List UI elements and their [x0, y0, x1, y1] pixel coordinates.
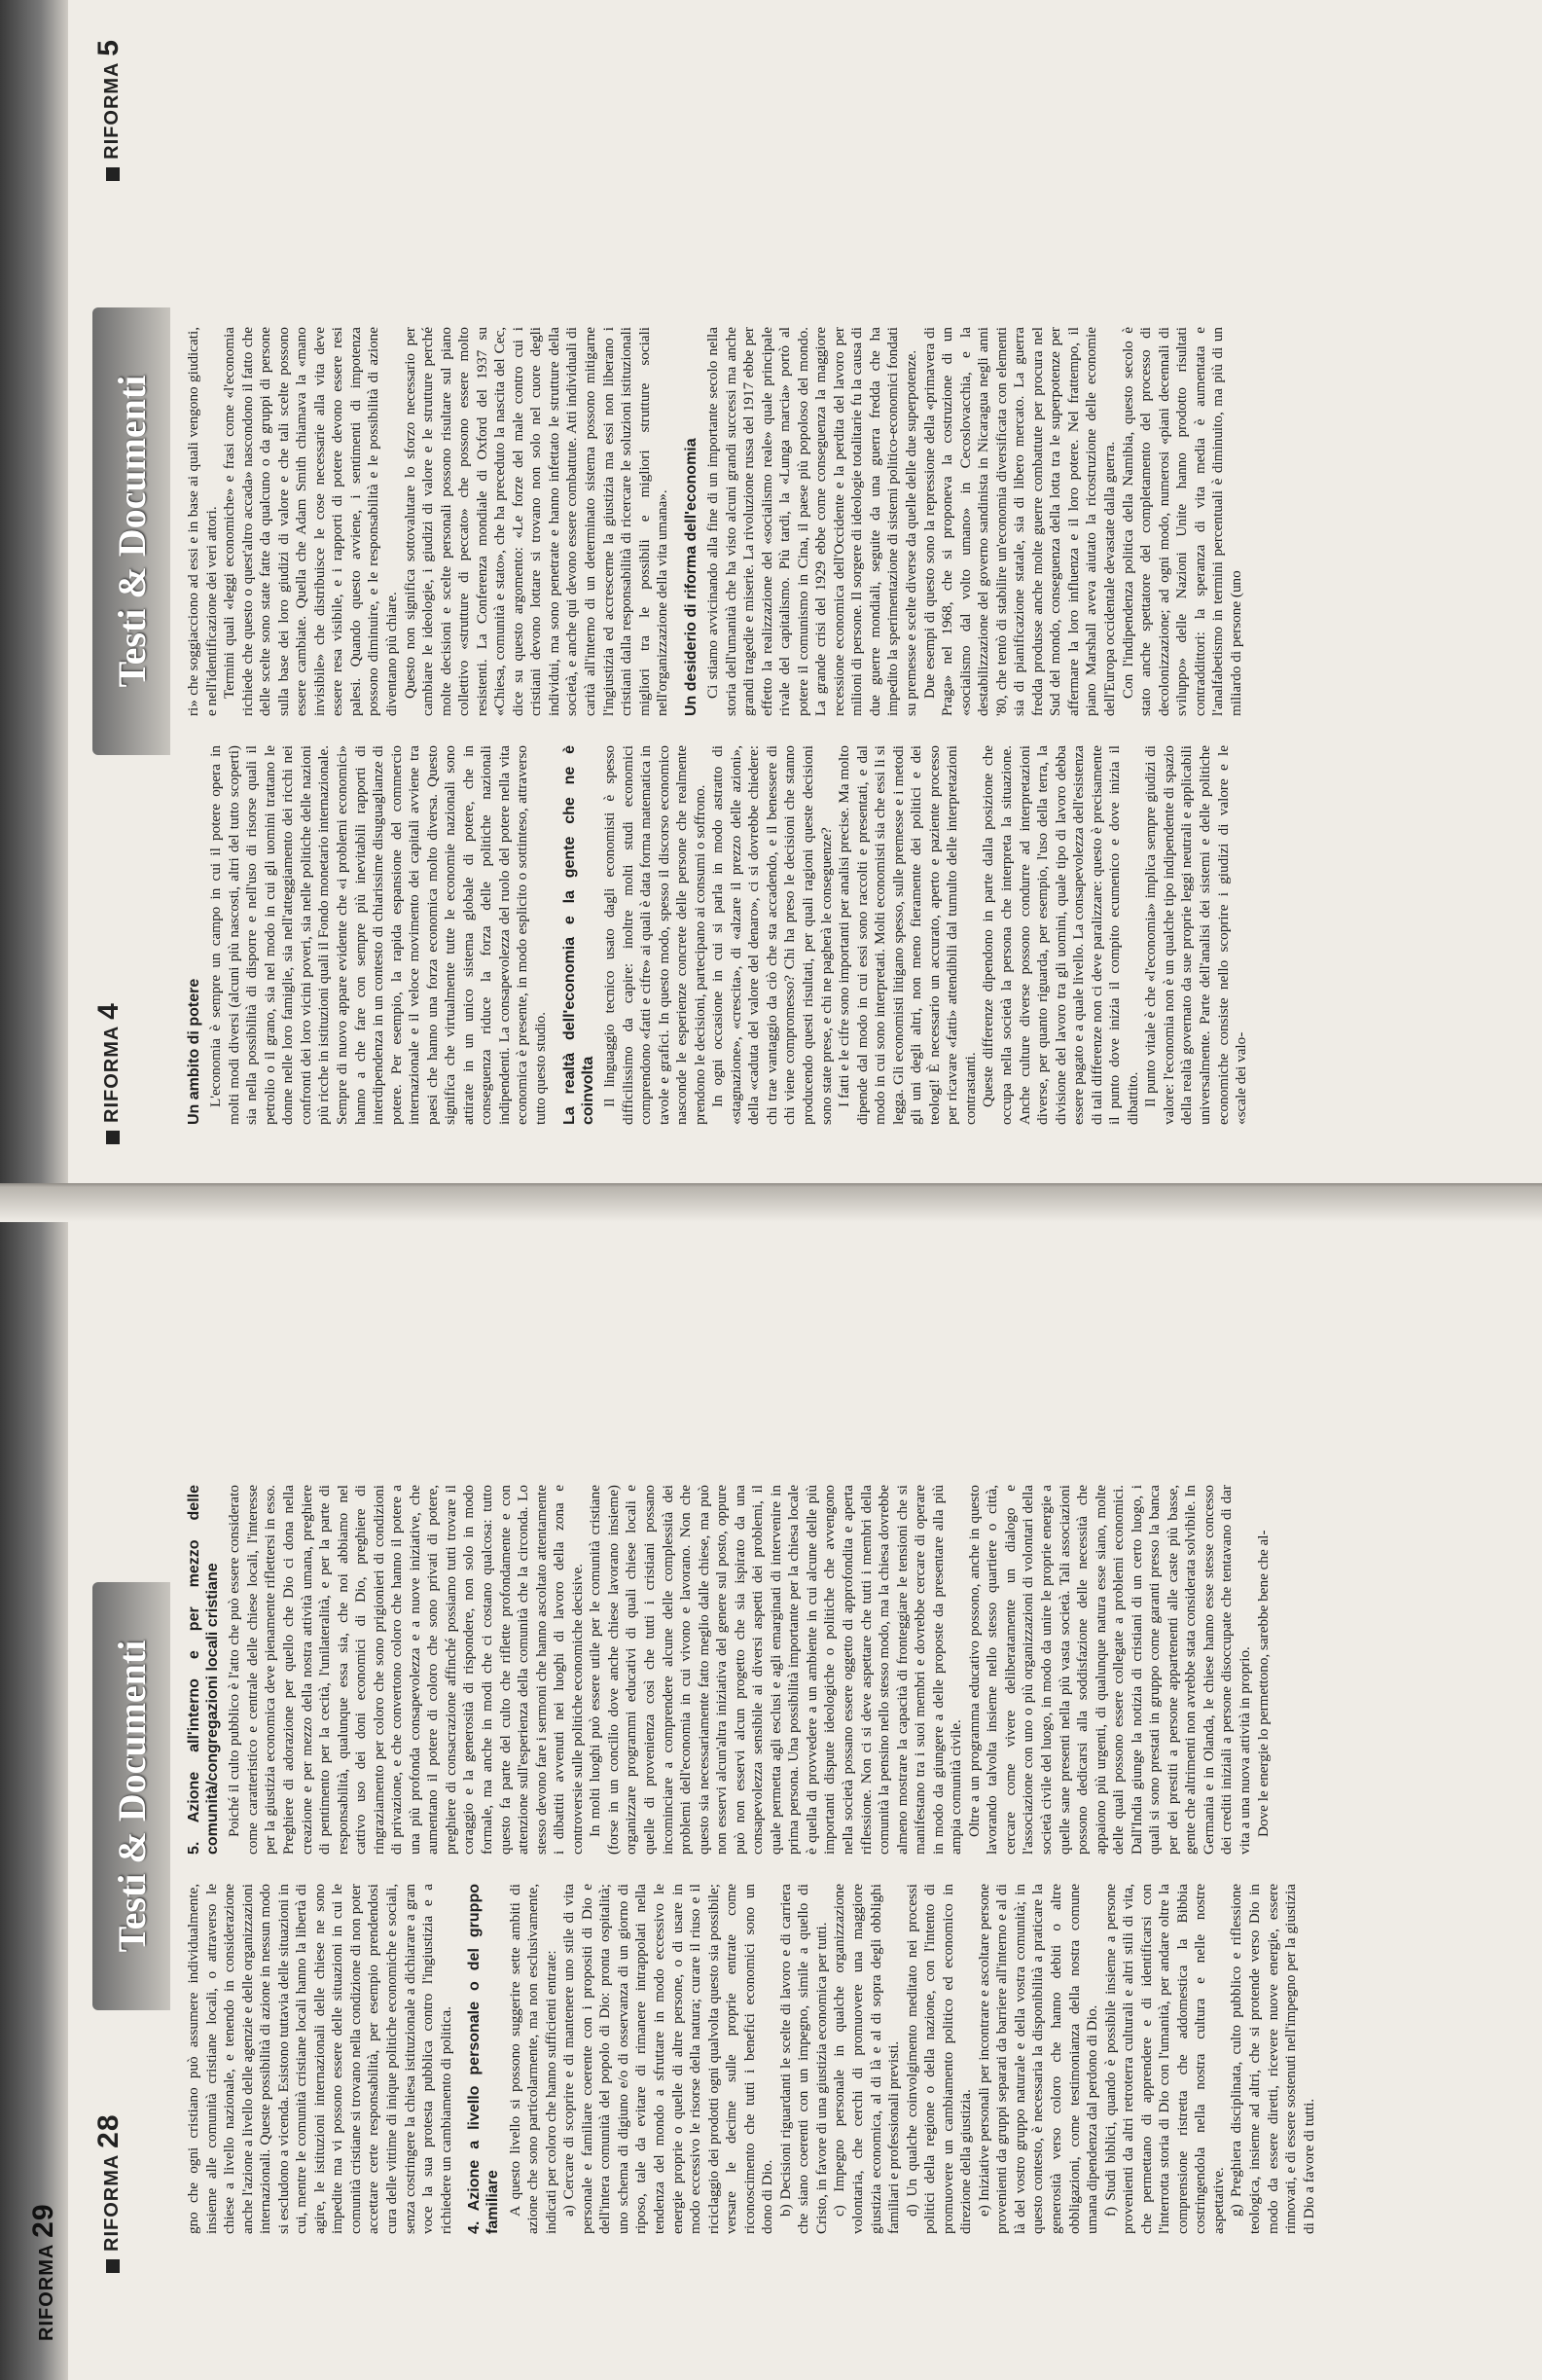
subheading: 4. Azione a livello personale o del gruppo familiare: [466, 1884, 502, 2234]
left-folio: [92, 2113, 126, 2273]
right-folio-number: 5: [92, 39, 125, 56]
paragraph: Poiché il culto pubblico è l'atto che può essere considerato come caratteristico e centrale delle chiese locali, l'interesse per la giustizia economica deve pienamente riflettersi in esso. Preghiere di adorazione per quello che Dio ci dona nella creazione e per mezzo della nostra attività umana, preghiere di pentimento per la cecità, l'unilateralità, e per la parte di responsabilità, qualunque essa sia, che noi abbiamo nel cattivo uso dei doni economici di Dio, preghiere di ringraziamento per coloro che sono prigionieri di condizioni di privazione, e che convertono coloro che hanno il potere a una più profonda consapevolezza e a nuove iniziative, che aumentano il potere di coloro che sono privati di potere, preghiere di consacrazione affinché possiamo tutti trovare il coraggio e la generosità di rispondere, non solo in modo formale, ma anche in modi che ci costano qualcosa: tutto questo fa parte del culto che riflette profondamente e con attenzione sull'esperienza della comunità che la circonda. Lo stesso devono fare i sermoni che hanno ascoltato attentamente i dibattiti avvenuti nei luoghi di lavoro della zona e controversie sulle politiche economiche decisive.: [226, 1485, 586, 1855]
left-page: [0, 1183, 1542, 2380]
paragraph: A questo livello si possono suggerire sette ambiti di azione che sono particolarmente, ma non esclusivamente, indicati per coloro che hanno sufficienti entrate:: [506, 1884, 559, 2234]
paragraph: c) Impegno personale in qualche organizzazione volontaria, che cerchi di promuovere una maggiore giustizia economica, al di là e al di sopra degli obblighi familiari e professionali previsti.: [831, 1884, 903, 2234]
left-column-2: [185, 1485, 1273, 1855]
paragraph: Questo non significa sottovalutare lo sforzo necessario per cambiare le ideologie, i giudizi di valore e le strutture perché molte decisioni e scelte personali possono risultare sul piano collettivo «strutture di peccato» che possono essere molto resistenti. La Conferenza mondiale di Oxford del 1937 su «Chiesa, comunità e stato», che ha preceduto la nascita del Cec, dice su questo argomento: «Le forze del male contro cui i cristiani devono lottare si trovano non solo nel cuore degli individui, ma sono penetrate e hanno infettato le strutture della società, e anche qui devono essere combattute. Atti individuali di carità all'interno di un determinato sistema possono mitigarne l'ingiustizia ed accrescerne la giustizia ma essi non liberano i cristiani dalla responsabilità di ricercare le soluzioni istituzionali migliori tra le possibili e migliori strutture sociali nell'organizzazione della vita umana».: [401, 327, 671, 716]
left-section-header: [92, 1582, 170, 2010]
paragraph: f) Studi biblici, quando è possibile insieme a persone provenienti da altri retroterra culturali e altri stili di vita, che permettano di apprendere e di identificarsi con l'interrotta storia di Dio con l'umanità, per andare oltre la comprensione ristretta che addomestica la Bibbia costringendola nella nostra cultura e nelle nostre aspettative.: [1101, 1884, 1227, 2234]
paragraph: b) Decisioni riguardanti le scelte di lavoro e di carriera che siano coerenti con un impegno, simile a quello di Cristo, in favore di una giustizia economica per tutti.: [776, 1884, 830, 2234]
left-column-1: [185, 1884, 1318, 2234]
subheading: La realtà dell'economia e la gente che ne è coinvolta: [560, 745, 596, 1125]
paragraph: gno che ogni cristiano può assumere individualmente, insieme alle comunità cristiane locali, o attraverso le chiese a livello nazionale, e tenendo in considerazione anche l'azione a livello delle agenzie e delle organizzazioni internazionali. Queste possibilità di azione in nessun modo si escludono a vicenda. Esistono tuttavia delle situazioni in cui, mentre le comunità cristiane locali hanno la libertà di agire, le istituzioni internazionali delle chiese ne sono impedite ma vi possono essere delle situazioni in cui le comunità cristiane si trovano nella condizione di non poter accettare certe responsabilità, per esempio prendendosi cura delle vittime di inique politiche economiche e sociali, senza costringere la chiesa istituzionale a dichiarare a gran voce la sua protesta pubblica contro l'ingiustizia e a richiedere un cambiamento di politica.: [185, 1884, 454, 2234]
paragraph: d) Un qualche coinvolgimento meditato nei processi politici della regione o della nazione, con l'intento di promuovere un cambiamento politico ed economico in direzione della giustizia.: [903, 1884, 975, 2234]
right-outer-folio-number: 4: [92, 1002, 125, 1020]
right-folio-label: RIFORMA: [101, 62, 123, 160]
paragraph: Il punto vitale è che «l'economia» implica sempre giudizi di valore: l'economia non è un qualche tipo indipendente di spazio della realtà governato da sue proprie leggi neutrali e applicabili universalmente. Parte dell'analisi dei sistemi e delle politiche economiche consiste nello scoprire i giudizi di valore e le «scale dei valo-: [1142, 745, 1250, 1125]
section-title: Testi & Documenti: [109, 1640, 154, 1953]
folio-square-icon: [106, 167, 120, 181]
left-outer-folio: [27, 2203, 60, 2341]
subheading: Un ambito di potere: [186, 978, 202, 1125]
paragraph: g) Preghiera disciplinata, culto pubblico e riflessione teologica, insieme ad altri, che si protende verso Dio in modo da essere diretti, ricevere nuove energie, essere rinnovati, e di essere sostenuti nell'impegno per la giustizia di Dio a favore di tutti.: [1228, 1884, 1317, 2234]
section-title: Testi & Documenti: [109, 375, 154, 688]
paragraph: ri» che soggiacciono ad essi e in base ai quali vengono giudicati, e nell'identificazione dei veri attori.: [185, 327, 220, 716]
paragraph: I fatti e le cifre sono importanti per analisi precise. Ma molto dipende dal modo in cui essi sono raccolti e presentati, e dal modo in cui sono interpretati. Molti economisti sia che essi li si legga. Gli economisti litigano spesso, sulle premesse e i metodi gli uni degli altri, non meno fieramente dei politici e dei teologi! È necessario un accurato, aperto e paziente processo per ricavare «fatti» attendibili dal tumulto delle interpretazioni contrastanti.: [836, 745, 979, 1125]
left-folio-number: 28: [92, 2113, 125, 2148]
paragraph: Termini quali «leggi economiche» e frasi come «l'economia richiede che questo o quest'altro accada» nascondono il fatto che delle scelte sono state fatte da qualcuno o da gruppi di persone sulla base dei loro giudizi di valore e che tali scelte possono essere cambiate. Quella che Adam Smith chiamava la «mano invisibile» che distribuisce le cose necessarie alla vita deve essere resa visibile, e i rapporti di potere devono essere resi palesi. Quando questo avviene, i sentimenti di impotenza possono diminuire, e le responsabilità e le possibilità di azione diventano più chiare.: [221, 327, 401, 716]
right-page: [0, 0, 1542, 1183]
right-top-bar: [0, 0, 68, 1183]
subheading: 5. Azione all'interno e per mezzo delle comunità/congregazioni locali cristiane: [186, 1485, 222, 1855]
right-folio-left: [92, 1002, 126, 1144]
paragraph: Con l'indipendenza politica della Namibia, questo secolo è stato anche spettatore del completamento del processo di decolonizzazione; ad ogni modo, numerosi «piani decennali di sviluppo» delle Nazioni Unite hanno prodotto risultati contraddittori: la speranza di vita media è aumentata e l'analfabetismo in termini percentuali è diminuito, ma più di un miliardo di persone (uno: [1119, 327, 1244, 716]
left-outer-folio-number: 29: [27, 2203, 59, 2238]
paragraph: Queste differenze dipendono in parte dalla posizione che occupa nella società la persona che interpreta la situazione. Anche culture diverse possono condurre ad interpretazioni diverse, per quanto riguarda, per esempio, l'uso della terra, la divisione del lavoro tra gli uomini, quale tipo di lavoro debba essere pagato e a quale livello. La consapevolezza dell'esistenza di tali differenze non ci deve paralizzare: questo è precisamente il punto dove inizia il compito ecumenico e dove inizia il dibattito.: [980, 745, 1141, 1125]
paragraph: In ogni occasione in cui si parla in modo astratto di «stagnazione», «crescita», di «alzare il prezzo delle azioni», della «caduta del valore del denaro», ci si dovrebbe chiedere: chi trae vantaggio da ciò che sta accadendo, e il benessere di chi viene compromesso? Chi ha preso le decisioni che stanno producendo questi risultati, per quali ragioni queste decisioni sono state prese, e chi ne pagherà le conseguenze?: [709, 745, 835, 1125]
paragraph: Due esempi di questo sono la repressione della «primavera di Praga» nel 1968, che si proponeva la costruzione di un «socialismo dal volto umano» in Cecoslovacchia, e la destabilizzazione del governo sandinista in Nicaragua negli anni '80, che tentò di stabilire un'economia diversificata con elementi sia di pianificazione statale, sia di libero mercato. La guerra fredda produsse anche molte guerre combattute per procura nel Sud del mondo, conseguenza della lotta tra le superpotenze per affermare la loro influenza e il loro potere. Nel frattempo, il piano Marshall aveva aiutato la ricostruzione delle economie dell'Europa occidentale devastate dalla guerra.: [920, 327, 1118, 716]
right-column-1: [185, 745, 1251, 1125]
left-folio-label: RIFORMA: [101, 2154, 123, 2252]
paragraph: In molti luoghi può essere utile per le comunità cristiane (forse in un concilio dove anche chiese lavorano insieme) organizzare programmi educativi di quali chiese locali e quelle di provenienza così che tutti i cristiani possano incominciare a comprendere alcune delle complessità dei problemi dell'economia in cui vivono e lavorano. Non che questo sia necessariamente fatto meglio dalle chiese, ma può non esservi alcun'altra iniziativa del genere sul posto, oppure può non esservi alcun progetto che sia ispirato da una consapevolezza sensibile ai diversi aspetti dei problemi, il quale permetta agli esclusi e agli emarginati di intervenire in prima persona. Una possibilità importante per la chiesa locale è quella di provvedere a un ambiente in cui alcune delle più importanti dispute ideologiche o politiche che avvengono nella società possano essere oggetto di approfondita e aperta riflessione. Non ci si deve aspettare che tutti i membri della comunità la pensino nello stesso modo, ma la chiesa dovrebbe almeno mostrare la capacità di fronteggiare le tensioni che si manifestano tra i suoi membri e dovrebbe cercare di operare in modo da giungere a delle proposte da presentare alla più ampia comunità civile.: [587, 1485, 965, 1855]
paragraph: L'economia è sempre un campo in cui il potere opera in molti modi diversi (alcuni più nascosti, altri del tutto scoperti) sia nella possibilità di disporre e nell'uso di risorse quali il petrolio o il grano, sia nel modo in cui gli uomini trattano le donne nelle loro famiglie, sia nell'atteggiamento dei ricchi nei confronti dei loro vicini poveri, sia nelle politiche delle nazioni più ricche in istituzioni quali il Fondo monetario internazionale. Sempre di nuovo appare evidente che «i problemi economici» hanno a che fare con sempre più inevitabili rapporti di interdipendenza in un contesto di chiarissime disuguaglianze di potere. Per esempio, la rapida espansione del commercio internazionale e il veloce movimento dei capitali avviene tra paesi che hanno una forza economica molto diversa. Questo significa che virtualmente tutte le economie nazionali sono attirate in un unico sistema globale di potere, che in conseguenza riduce la forza delle politiche nazionali indipendenti. La consapevolezza del ruolo del potere nella vita economica è presente, in modo esplicito o sottinteso, attraverso tutto questo studio.: [207, 745, 550, 1125]
paragraph: Ci stiamo avvicinando alla fine di un importante secolo nella storia dell'umanità che ha visto alcuni grandi successi ma anche grandi tragedie e miserie. La rivoluzione russa del 1917 ebbe per effetto la realizzazione del «socialismo reale» quale principale rivale del capitalismo. Più tardi, la «Lunga marcia» portò al potere il comunismo in Cina, il paese più popoloso del mondo. La grande crisi del 1929 ebbe come conseguenza la maggiore recessione economica dell'Occidente e la perdita del lavoro per milioni di persone. Il sorgere di ideologie totalitarie fu la causa di due guerre mondiali, seguite da una guerra fredda che ha impedito la sperimentazione di sistemi politico-economici fondati su premesse e scelte diverse da quelle delle due superpotenze.: [703, 327, 919, 716]
right-section-header: [92, 307, 170, 755]
right-outer-folio-label: RIFORMA: [101, 1026, 123, 1123]
paragraph: Il linguaggio tecnico usato dagli economisti è spesso difficilissimo da capire: inoltre molti studi economici comprendono «fatti e cifre» ai quali è data forma matematica in tavole e grafici. In questo modo, spesso il discorso economico nasconde le esperienze concrete delle persone che realmente prendono le decisioni, partecipano ai consumi o soffrono.: [600, 745, 708, 1125]
left-outer-folio-label: RIFORMA: [36, 2244, 57, 2341]
folio-square-icon: [106, 2259, 120, 2273]
left-top-bar: [0, 1183, 68, 2380]
subheading: Un desiderio di riforma dell'economia: [682, 438, 699, 716]
right-column-2: [185, 327, 1245, 716]
folio-square-icon: [106, 1131, 120, 1144]
paragraph: Dove le energie lo permettono, sarebbe bene che al-: [1254, 1530, 1272, 1837]
paragraph: Oltre a un programma educativo possono, anche in questo lavorando talvolta insieme nello stesso quartiere o città, cercare come vivere deliberatamente un dialogo e l'associazione con uno o più organizzazioni di volontari della società civile del luogo, in modo da unire le proprie energie a quelle sane presenti nella più vasta società. Tali associazioni possono dedicarsi alla soddisfazione delle necessità che appaiono più urgenti, di qualunque natura esse siano, molte delle quali possono essere collegate a problemi economici. Dall'India giunge la notizia di cristiani di un certo luogo, i quali si sono prestati in gruppo come garanti presso la banca per dei prestiti a persone appartenenti alle caste più basse, gente che altrimenti non avrebbe stata considerata solvibile. In Germania e in Olanda, le chiese hanno esse stesse concesso dei crediti iniziali a persone disoccupate che tentavano di dar vita a una nuova attività in proprio.: [965, 1485, 1253, 1855]
paragraph: e) Iniziative personali per incontrare e ascoltare persone provenienti da gruppi separati da barriere all'interno e al di là del vostro gruppo naturale e della vostra comunità; in questo contesto, è necessaria la disponibilità a praticare la generosità verso coloro che hanno debiti o altre obbligazioni, come testimonianza della nostra comune umana dipendenza dal perdono di Dio.: [975, 1884, 1101, 2234]
right-folio: [92, 39, 126, 181]
paragraph: a) Cercare di scoprire e di mantenere uno stile di vita personale e familiare coerente con i propositi di Dio e dell'intera comunità del popolo di Dio: pronta ospitalità; uno schema di digiuno e/o di osservanza di un giorno di riposo, tale da evitare di rimanere intrappolati nella tendenza del mondo a sfruttare in modo eccessivo le energie proprie o quelle di altre persone, o di usare in modo eccessivo le risorse della natura; curare il riuso e il riciclaggio dei prodotti ogni qualvolta questo sia possibile; versare le decime sulle proprie entrate come riconoscimento che tutti i benefici economici sono un dono di Dio.: [560, 1884, 776, 2234]
